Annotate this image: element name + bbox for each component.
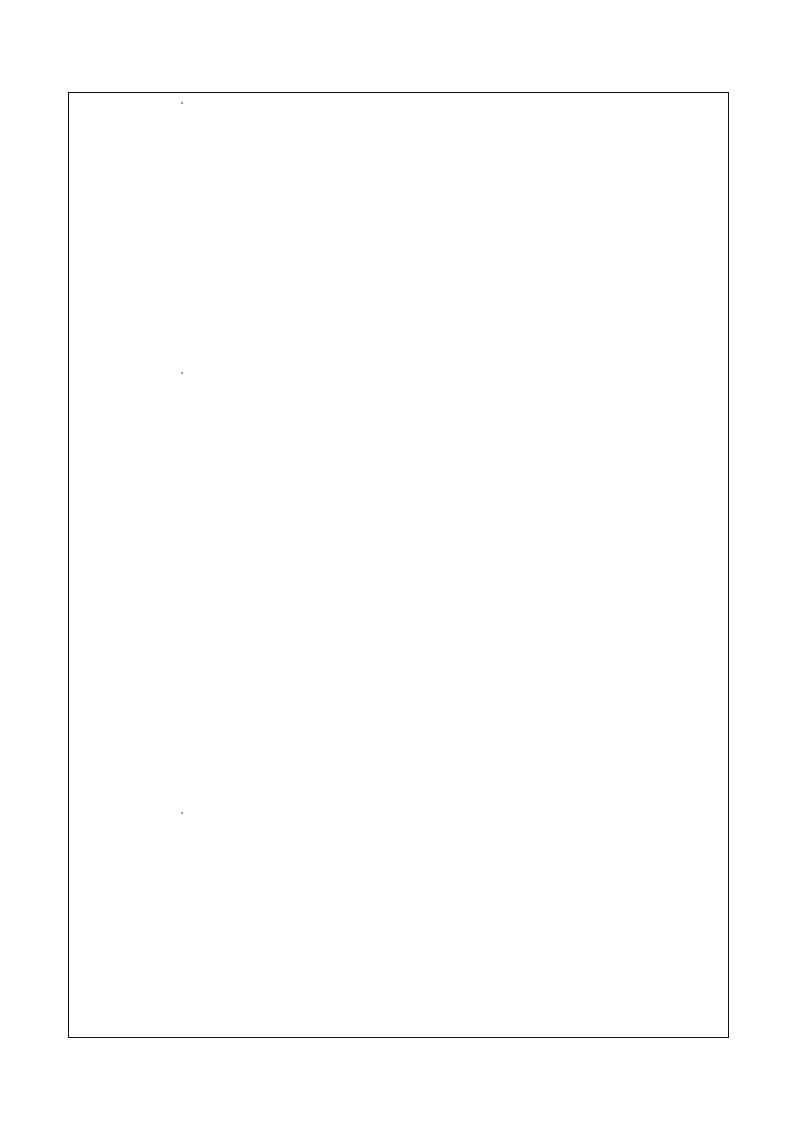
section-marker — [181, 372, 183, 374]
page-header — [68, 72, 729, 93]
page-footer — [0, 1041, 798, 1055]
section-marker — [181, 102, 183, 104]
exam-body-frame — [68, 92, 729, 1038]
section-marker — [181, 812, 183, 814]
